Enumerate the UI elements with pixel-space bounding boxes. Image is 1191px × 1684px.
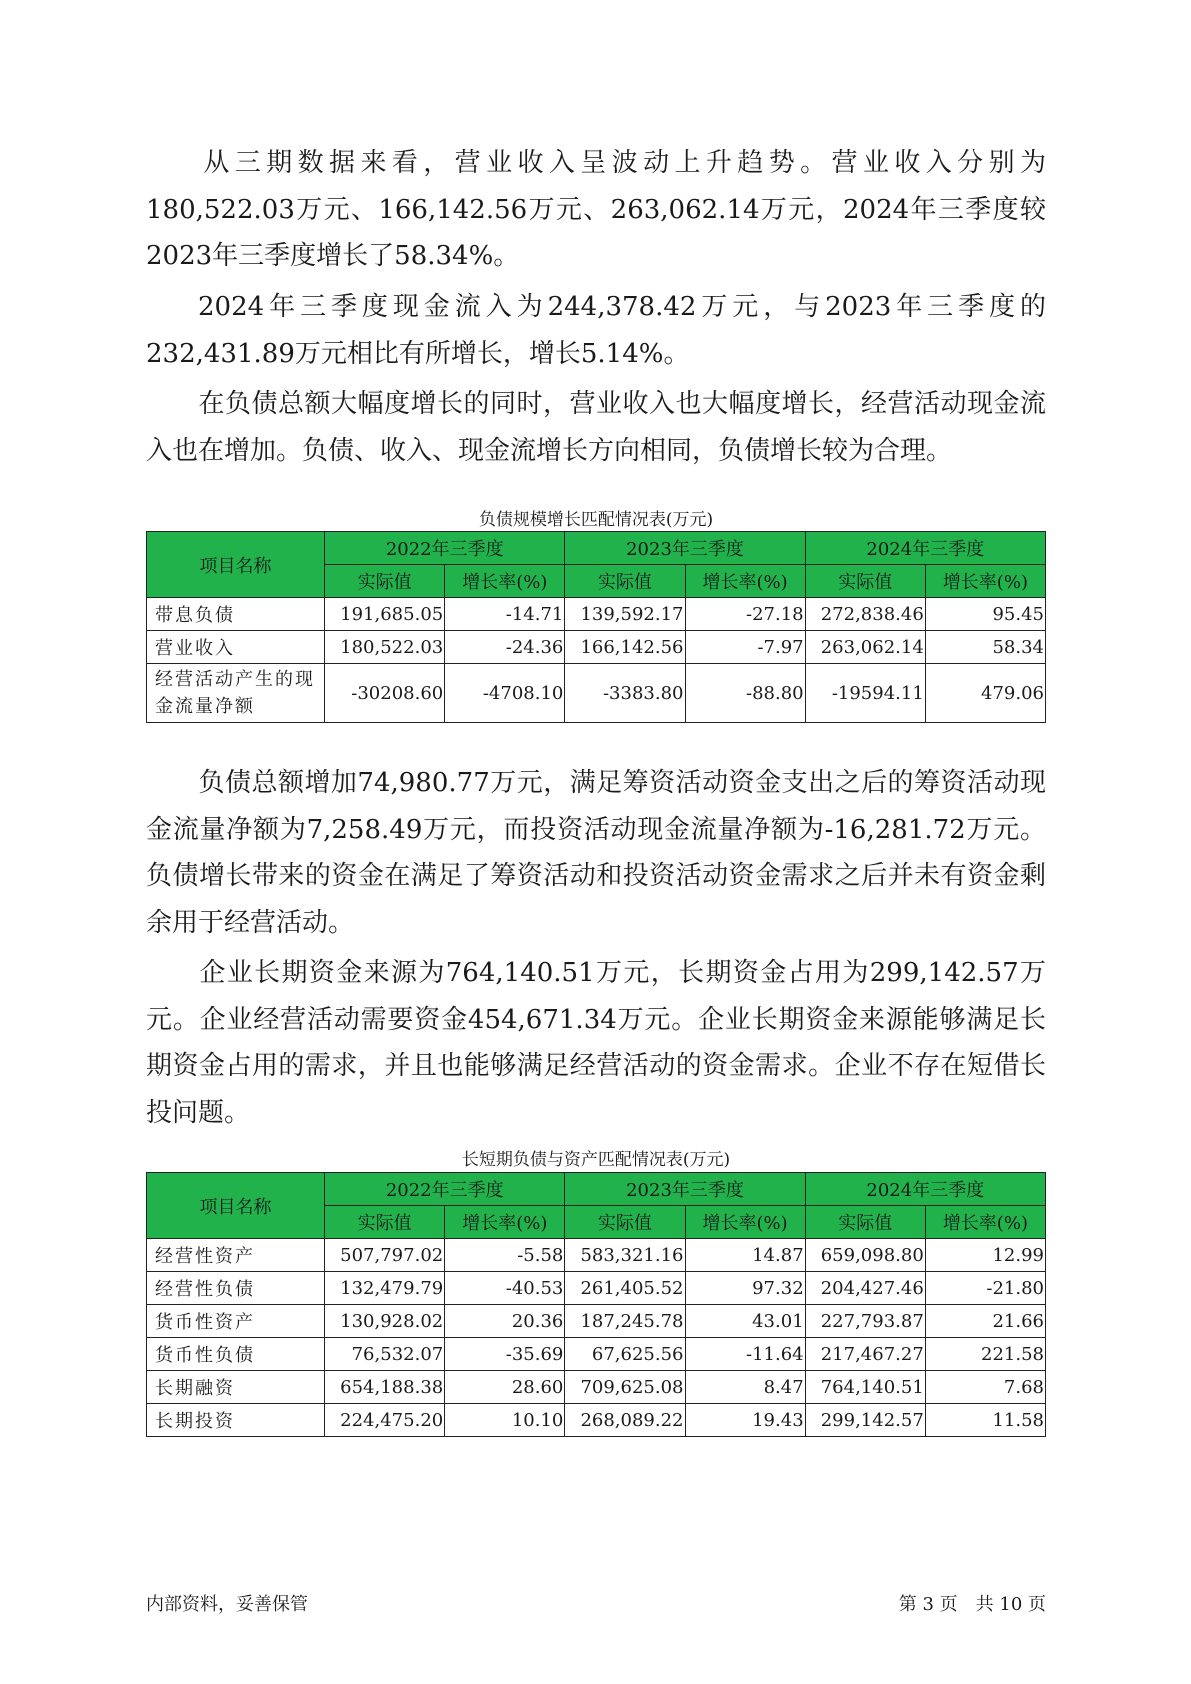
- cell-value: 299,142.57: [805, 1404, 925, 1437]
- cell-value: 132,479.79: [325, 1272, 445, 1305]
- table-row: [147, 1338, 1046, 1371]
- cell-growth: 7.68: [925, 1371, 1045, 1404]
- cell-growth: 20.36: [445, 1305, 565, 1338]
- paragraph-debt-reasonableness: 在负债总额大幅度增长的同时，营业收入也大幅度增长，经营活动现金流入也在增加。负债、收入、现金流增长方向相同，负债增长较为合理。: [146, 389, 1046, 466]
- cell-value: 166,142.56: [565, 631, 685, 664]
- table-row: [147, 598, 1046, 631]
- cell-growth: 221.58: [925, 1338, 1045, 1371]
- table-row: [147, 1239, 1046, 1272]
- cell-growth: -27.18: [685, 598, 805, 631]
- paragraph-debt-increase: 负债总额增加74,980.77万元，满足筹资活动资金支出之后的筹资活动现金流量净额为7,258.49万元，而投资活动现金流量净额为-16,281.72万元。负债增长带来的资金在满足了筹资活动和投资活动资金需求之后并未有资金剩余用于经营活动。: [146, 768, 1046, 938]
- actual-value-header: 实际值: [325, 565, 445, 598]
- growth-rate-header: 增长率(%): [925, 565, 1045, 598]
- row-name: 货币性资产: [147, 1305, 325, 1338]
- cell-growth: -40.53: [445, 1272, 565, 1305]
- period-header: 2022年三季度: [325, 532, 565, 565]
- cell-value: 180,522.03: [325, 631, 445, 664]
- cell-growth: 97.32: [685, 1272, 805, 1305]
- cell-value: 224,475.20: [325, 1404, 445, 1437]
- cell-growth: 19.43: [685, 1404, 805, 1437]
- cell-growth: 28.60: [445, 1371, 565, 1404]
- cell-growth: -11.64: [685, 1338, 805, 1371]
- cell-growth: -24.36: [445, 631, 565, 664]
- paragraph-long-term-funds: 企业长期资金来源为764,140.51万元，长期资金占用为299,142.57万元。企业经营活动需要资金454,671.34万元。企业长期资金来源能够满足长期资金占用的需求，并且也能够满足经营活动的资金需求。企业不存在短借长投问题。: [146, 958, 1046, 1128]
- actual-value-header: 实际值: [565, 565, 685, 598]
- cell-value: 76,532.07: [325, 1338, 445, 1371]
- row-name: 货币性负债: [147, 1338, 325, 1371]
- cell-value: 187,245.78: [565, 1305, 685, 1338]
- row-name: 经营性资产: [147, 1239, 325, 1272]
- cell-value: -30208.60: [325, 664, 445, 723]
- cell-value: 654,188.38: [325, 1371, 445, 1404]
- cell-growth: 11.58: [925, 1404, 1045, 1437]
- cell-value: 261,405.52: [565, 1272, 685, 1305]
- cell-value: 204,427.46: [805, 1272, 925, 1305]
- cell-growth: 21.66: [925, 1305, 1045, 1338]
- cell-growth: -21.80: [925, 1272, 1045, 1305]
- growth-rate-header: 增长率(%): [445, 1206, 565, 1239]
- table-header-row: [147, 532, 1046, 565]
- row-name: 带息负债: [147, 598, 325, 631]
- footer-page-number: 第 3 页 共 10 页: [898, 1594, 1046, 1615]
- paragraph-revenue-trend: 从三期数据来看，营业收入呈波动上升趋势。营业收入分别为180,522.03万元、166,142.56万元、263,062.14万元，2024年三季度较2023年三季度增长了58.34%。: [146, 148, 1046, 271]
- table-row: [147, 1272, 1046, 1305]
- cell-value: 272,838.46: [805, 598, 925, 631]
- cell-growth: 95.45: [925, 598, 1045, 631]
- table-row: [147, 631, 1046, 664]
- actual-value-header: 实际值: [565, 1206, 685, 1239]
- cell-value: 139,592.17: [565, 598, 685, 631]
- table-header-row: [147, 1173, 1046, 1206]
- cell-value: 67,625.56: [565, 1338, 685, 1371]
- period-header: 2024年三季度: [805, 1173, 1045, 1206]
- cell-value: 130,928.02: [325, 1305, 445, 1338]
- cell-value: 764,140.51: [805, 1371, 925, 1404]
- period-header: 2023年三季度: [565, 532, 805, 565]
- table-row: [147, 1305, 1046, 1338]
- cell-value: 268,089.22: [565, 1404, 685, 1437]
- row-name: 长期融资: [147, 1371, 325, 1404]
- cell-value: 583,321.16: [565, 1239, 685, 1272]
- cell-value: 709,625.08: [565, 1371, 685, 1404]
- cell-growth: -14.71: [445, 598, 565, 631]
- cell-value: 659,098.80: [805, 1239, 925, 1272]
- growth-rate-header: 增长率(%): [685, 565, 805, 598]
- cell-value: 263,062.14: [805, 631, 925, 664]
- table1-caption: 负债规模增长匹配情况表(万元): [478, 510, 714, 530]
- cell-growth: -5.58: [445, 1239, 565, 1272]
- paragraph-cash-inflow: 2024年三季度现金流入为244,378.42万元，与2023年三季度的232,431.89万元相比有所增长，增长5.14%。: [146, 292, 1046, 369]
- footer-confidential-note: 内部资料，妥善保管: [146, 1594, 308, 1615]
- actual-value-header: 实际值: [805, 1206, 925, 1239]
- table-row: [147, 1404, 1046, 1437]
- growth-rate-header: 增长率(%): [445, 565, 565, 598]
- growth-rate-header: 增长率(%): [685, 1206, 805, 1239]
- cell-value: -3383.80: [565, 664, 685, 723]
- item-name-header: 项目名称: [147, 532, 325, 598]
- period-header: 2024年三季度: [805, 532, 1045, 565]
- cell-growth: 10.10: [445, 1404, 565, 1437]
- item-name-header: 项目名称: [147, 1173, 325, 1239]
- row-name: 营业收入: [147, 631, 325, 664]
- period-header: 2023年三季度: [565, 1173, 805, 1206]
- cell-value: 227,793.87: [805, 1305, 925, 1338]
- growth-rate-header: 增长率(%): [925, 1206, 1045, 1239]
- cell-growth: -4708.10: [445, 664, 565, 723]
- cell-growth: 12.99: [925, 1239, 1045, 1272]
- cell-growth: -88.80: [685, 664, 805, 723]
- cell-growth: 8.47: [685, 1371, 805, 1404]
- row-name: 经营性负债: [147, 1272, 325, 1305]
- cell-value: 191,685.05: [325, 598, 445, 631]
- debt-scale-table: [146, 531, 1046, 723]
- row-name: 长期投资: [147, 1404, 325, 1437]
- cell-growth: 43.01: [685, 1305, 805, 1338]
- cell-growth: 14.87: [685, 1239, 805, 1272]
- cell-value: 507,797.02: [325, 1239, 445, 1272]
- actual-value-header: 实际值: [325, 1206, 445, 1239]
- cell-growth: -7.97: [685, 631, 805, 664]
- cell-value: 217,467.27: [805, 1338, 925, 1371]
- cell-growth: 479.06: [925, 664, 1045, 723]
- table2-caption: 长短期负债与资产匹配情况表(万元): [461, 1150, 731, 1170]
- cell-growth: -35.69: [445, 1338, 565, 1371]
- table-row: [147, 664, 1046, 723]
- cell-growth: 58.34: [925, 631, 1045, 664]
- cell-value: -19594.11: [805, 664, 925, 723]
- row-name: 经营活动产生的现金流量净额: [147, 664, 325, 723]
- debt-asset-match-table: [146, 1172, 1046, 1437]
- period-header: 2022年三季度: [325, 1173, 565, 1206]
- actual-value-header: 实际值: [805, 565, 925, 598]
- table-row: [147, 1371, 1046, 1404]
